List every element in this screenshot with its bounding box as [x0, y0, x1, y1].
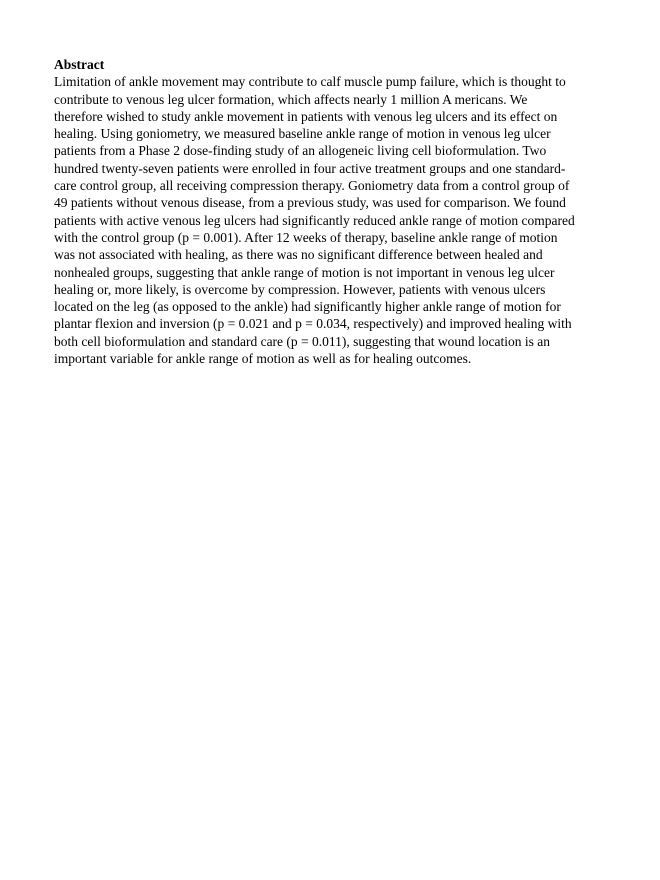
abstract-line: was not associated with healing, as there was no significant difference between healed and — [54, 247, 543, 263]
abstract-line: 49 patients without venous disease, from a previous study, was used for comparison. We found — [54, 195, 566, 211]
abstract-line: both cell bioformulation and standard care (p = 0.011), suggesting that wound location is an — [54, 333, 550, 349]
abstract-section — [54, 56, 614, 367]
abstract-line: important variable for ankle range of motion as well as for healing outcomes. — [54, 351, 472, 367]
abstract-line: nonhealed groups, suggesting that ankle range of motion is not important in venous leg ulcer — [54, 264, 555, 280]
abstract-heading: Abstract — [54, 57, 105, 72]
abstract-line: contribute to venous leg ulcer formation, which affects nearly 1 million A mericans. We — [54, 91, 528, 107]
abstract-line: located on the leg (as opposed to the ankle) had significantly higher ankle range of motion for — [54, 299, 561, 315]
abstract-line: patients from a Phase 2 dose-finding study of an allogeneic living cell bioformulation. Two — [54, 143, 547, 159]
abstract-line: plantar flexion and inversion (p = 0.021 and p = 0.034, respectively) and improved healing with — [54, 316, 572, 332]
abstract-line: healing or, more likely, is overcome by compression. However, patients with venous ulcers — [54, 281, 546, 297]
abstract-line: care control group, all receiving compression therapy. Goniometry data from a control group of — [54, 178, 570, 194]
abstract-line: Limitation of ankle movement may contribute to calf muscle pump failure, which is thought to — [54, 74, 566, 90]
abstract-line: therefore wished to study ankle movement in patients with venous leg ulcers and its effect on — [54, 108, 558, 124]
abstract-line: with the control group (p = 0.001). After 12 weeks of therapy, baseline ankle range of motion — [54, 229, 558, 245]
abstract-line: healing. Using goniometry, we measured baseline ankle range of motion in venous leg ulcer — [54, 126, 551, 142]
abstract-line: patients with active venous leg ulcers had significantly reduced ankle range of motion compared — [54, 212, 575, 228]
abstract-body — [54, 73, 614, 367]
abstract-line: hundred twenty-seven patients were enrolled in four active treatment groups and one standard- — [54, 160, 566, 176]
